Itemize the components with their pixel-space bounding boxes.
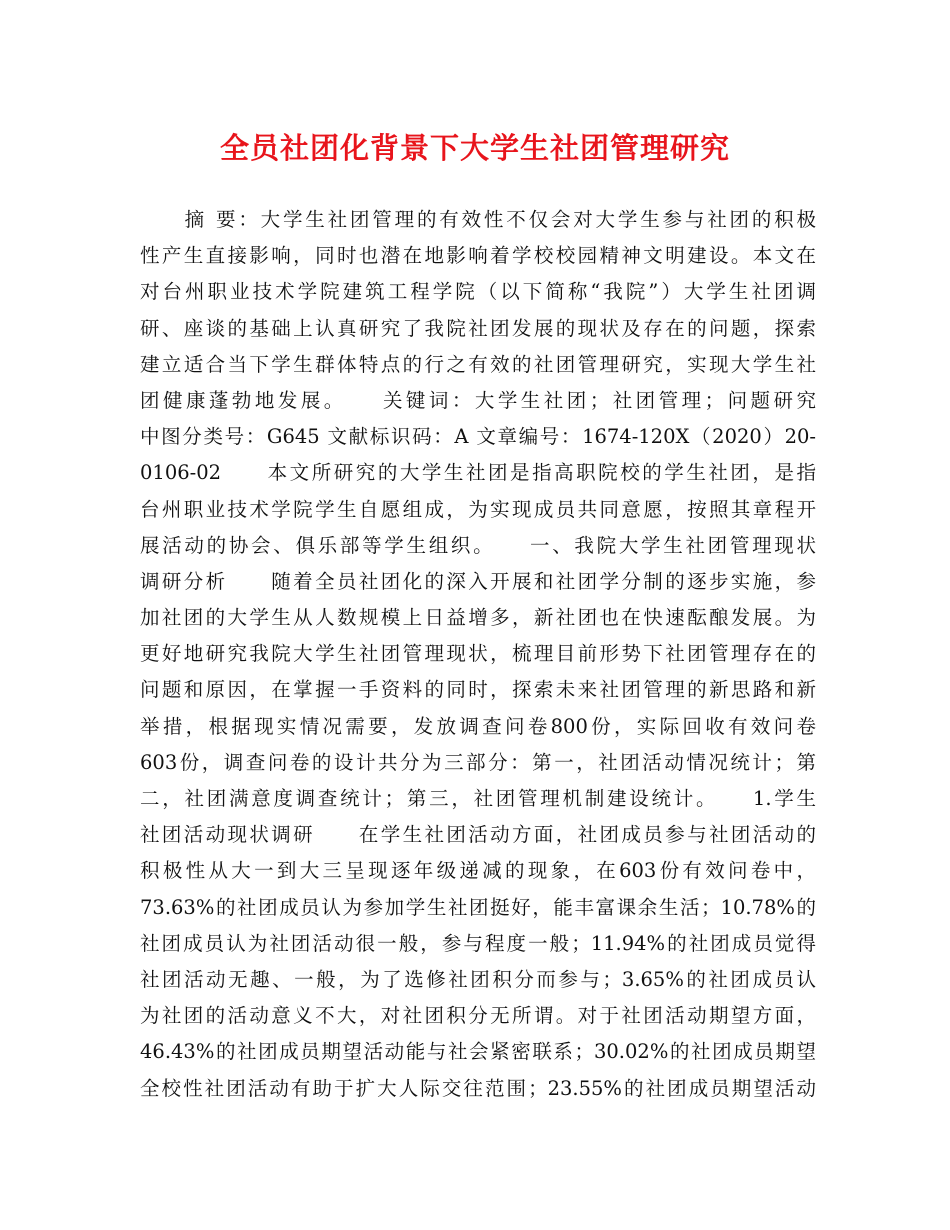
body-line: 问题和原因，在掌握一手资料的同时，探索未来社团管理的新思路和新	[140, 678, 816, 702]
body-line: 二，社团满意度调查统计；第三，社团管理机制建设统计。 1.学生	[140, 787, 816, 810]
body-line: 台州职业技术学院学生自愿组成，为实现成员共同意愿，按照其章程开	[140, 497, 816, 521]
document-body	[140, 202, 816, 1107]
body-line: 举措，根据现实情况需要，发放调查问卷800份，实际回收有效问卷	[140, 714, 816, 738]
body-line: 加社团的大学生从人数规模上日益增多，新社团也在快速酝酿发展。为	[140, 606, 816, 630]
body-line: 摘 要：大学生社团管理的有效性不仅会对大学生参与社团的积极	[140, 208, 816, 231]
body-line: 46.43%的社团成员期望活动能与社会紧密联系；30.02%的社团成员期望	[140, 1040, 816, 1064]
body-line: 中图分类号：G645 文献标识码：A 文章编号：1674-120X（2020）20-	[140, 425, 816, 449]
body-line: 为社团的活动意义不大，对社团积分无所谓。对于社团活动期望方面，	[140, 1004, 816, 1028]
body-line: 社团成员认为社团活动很一般，参与程度一般；11.94%的社团成员觉得	[140, 931, 816, 955]
body-line: 性产生直接影响，同时也潜在地影响着学校校园精神文明建设。本文在	[140, 244, 816, 268]
document-title: 全员社团化背景下大学生社团管理研究	[219, 131, 730, 165]
body-line: 研、座谈的基础上认真研究了我院社团发展的现状及存在的问题，探索	[140, 316, 816, 340]
body-line: 603份，调查问卷的设计共分为三部分：第一，社团活动情况统计；第	[140, 750, 816, 774]
body-line: 团健康蓬勃地发展。 关键词：大学生社团；社团管理；问题研究	[140, 388, 816, 412]
body-line: 73.63%的社团成员认为参加学生社团挺好，能丰富课余生活；10.78%的	[140, 895, 816, 919]
body-line: 全校性社团活动有助于扩大人际交往范围；23.55%的社团成员期望活动	[140, 1076, 816, 1100]
body-line: 0106-02 本文所研究的大学生社团是指高职院校的学生社团，是指	[140, 461, 816, 485]
body-line: 社团活动无趣、一般，为了选修社团积分而参与；3.65%的社团成员认	[140, 967, 816, 991]
body-line: 调研分析 随着全员社团化的深入开展和社团学分制的逐步实施，参	[140, 569, 816, 593]
body-line: 展活动的协会、俱乐部等学生组织。 一、我院大学生社团管理现状	[140, 533, 816, 557]
body-line: 更好地研究我院大学生社团管理现状，梳理目前形势下社团管理存在的	[140, 642, 816, 666]
body-line: 对台州职业技术学院建筑工程学院（以下简称“我院”）大学生社团调	[140, 280, 816, 304]
body-line: 社团活动现状调研 在学生社团活动方面，社团成员参与社团活动的	[140, 823, 816, 847]
body-line: 积极性从大一到大三呈现逐年级递减的现象，在603份有效问卷中，	[140, 859, 816, 883]
body-line: 建立适合当下学生群体特点的行之有效的社团管理研究，实现大学生社	[140, 352, 816, 376]
